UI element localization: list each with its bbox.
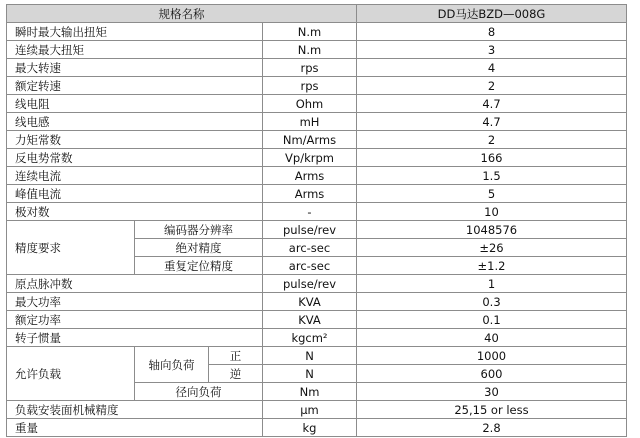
param-value: 2: [357, 131, 627, 149]
param-name: 极对数: [7, 203, 263, 221]
param-subname: 轴向负荷: [135, 347, 209, 383]
table-row: [7, 113, 627, 131]
param-value: 5: [357, 185, 627, 203]
param-unit: N: [263, 365, 357, 383]
param-value: 25,15 or less: [357, 401, 627, 419]
load-direction: 逆: [209, 365, 263, 383]
param-unit: -: [263, 203, 357, 221]
spec-table: [6, 4, 627, 437]
param-unit: arc-sec: [263, 257, 357, 275]
param-subname: 绝对精度: [135, 239, 263, 257]
param-value: 166: [357, 149, 627, 167]
table-row: [7, 23, 627, 41]
param-unit: N: [263, 347, 357, 365]
param-unit: Ohm: [263, 95, 357, 113]
table-row: [7, 347, 627, 365]
param-name: 线电阻: [7, 95, 263, 113]
param-value: 4: [357, 59, 627, 77]
table-row: [7, 77, 627, 95]
table-row: [7, 149, 627, 167]
param-value: 0.1: [357, 311, 627, 329]
param-unit: Arms: [263, 185, 357, 203]
table-row: [7, 185, 627, 203]
table-row: [7, 419, 627, 437]
param-value: 40: [357, 329, 627, 347]
param-unit: N.m: [263, 23, 357, 41]
param-value: 4.7: [357, 113, 627, 131]
table-row: [7, 203, 627, 221]
param-unit: Vp/krpm: [263, 149, 357, 167]
param-name: 转子惯量: [7, 329, 263, 347]
table-row: [7, 329, 627, 347]
param-unit: rps: [263, 59, 357, 77]
param-group-name: 精度要求: [7, 221, 135, 275]
param-name: 原点脉冲数: [7, 275, 263, 293]
table-row: [7, 95, 627, 113]
table-header-row: [7, 5, 627, 23]
table-row: [7, 221, 627, 239]
param-subname: 径向负荷: [135, 383, 263, 401]
table-row: [7, 275, 627, 293]
param-value: 1048576: [357, 221, 627, 239]
param-value: ±1.2: [357, 257, 627, 275]
param-value: ±26: [357, 239, 627, 257]
param-unit: pulse/rev: [263, 275, 357, 293]
param-value: 8: [357, 23, 627, 41]
table-row: [7, 311, 627, 329]
param-unit: KVA: [263, 293, 357, 311]
model-header: DD马达BZD—008G: [357, 5, 627, 23]
param-subname: 编码器分辨率: [135, 221, 263, 239]
param-unit: N.m: [263, 41, 357, 59]
param-name: 重量: [7, 419, 263, 437]
param-name: 力矩常数: [7, 131, 263, 149]
param-name-header: 规格名称: [7, 5, 357, 23]
param-name: 额定转速: [7, 77, 263, 95]
param-unit: mH: [263, 113, 357, 131]
param-unit: kgcm²: [263, 329, 357, 347]
table-row: [7, 167, 627, 185]
param-unit: KVA: [263, 311, 357, 329]
param-name: 额定功率: [7, 311, 263, 329]
table-row: [7, 131, 627, 149]
param-value: 1: [357, 275, 627, 293]
param-name: 瞬时最大输出扭矩: [7, 23, 263, 41]
param-name: 连续最大扭矩: [7, 41, 263, 59]
param-subname: 重复定位精度: [135, 257, 263, 275]
load-direction: 正: [209, 347, 263, 365]
param-unit: Arms: [263, 167, 357, 185]
param-value: 1000: [357, 347, 627, 365]
param-value: 30: [357, 383, 627, 401]
param-unit: Nm/Arms: [263, 131, 357, 149]
param-value: 0.3: [357, 293, 627, 311]
param-unit: kg: [263, 419, 357, 437]
param-unit: pulse/rev: [263, 221, 357, 239]
param-value: 10: [357, 203, 627, 221]
param-value: 600: [357, 365, 627, 383]
param-unit: rps: [263, 77, 357, 95]
param-name: 最大转速: [7, 59, 263, 77]
param-name: 线电感: [7, 113, 263, 131]
param-name: 最大功率: [7, 293, 263, 311]
param-unit: Nm: [263, 383, 357, 401]
param-name: 负载安装面机械精度: [7, 401, 263, 419]
table-row: [7, 401, 627, 419]
param-unit: μm: [263, 401, 357, 419]
param-value: 2: [357, 77, 627, 95]
table-row: [7, 41, 627, 59]
param-name: 峰值电流: [7, 185, 263, 203]
param-group-name: 允许负载: [7, 347, 135, 401]
param-name: 连续电流: [7, 167, 263, 185]
param-value: 3: [357, 41, 627, 59]
table-row: [7, 59, 627, 77]
param-unit: arc-sec: [263, 239, 357, 257]
param-value: 1.5: [357, 167, 627, 185]
param-value: 2.8: [357, 419, 627, 437]
table-row: [7, 293, 627, 311]
param-value: 4.7: [357, 95, 627, 113]
param-name: 反电势常数: [7, 149, 263, 167]
